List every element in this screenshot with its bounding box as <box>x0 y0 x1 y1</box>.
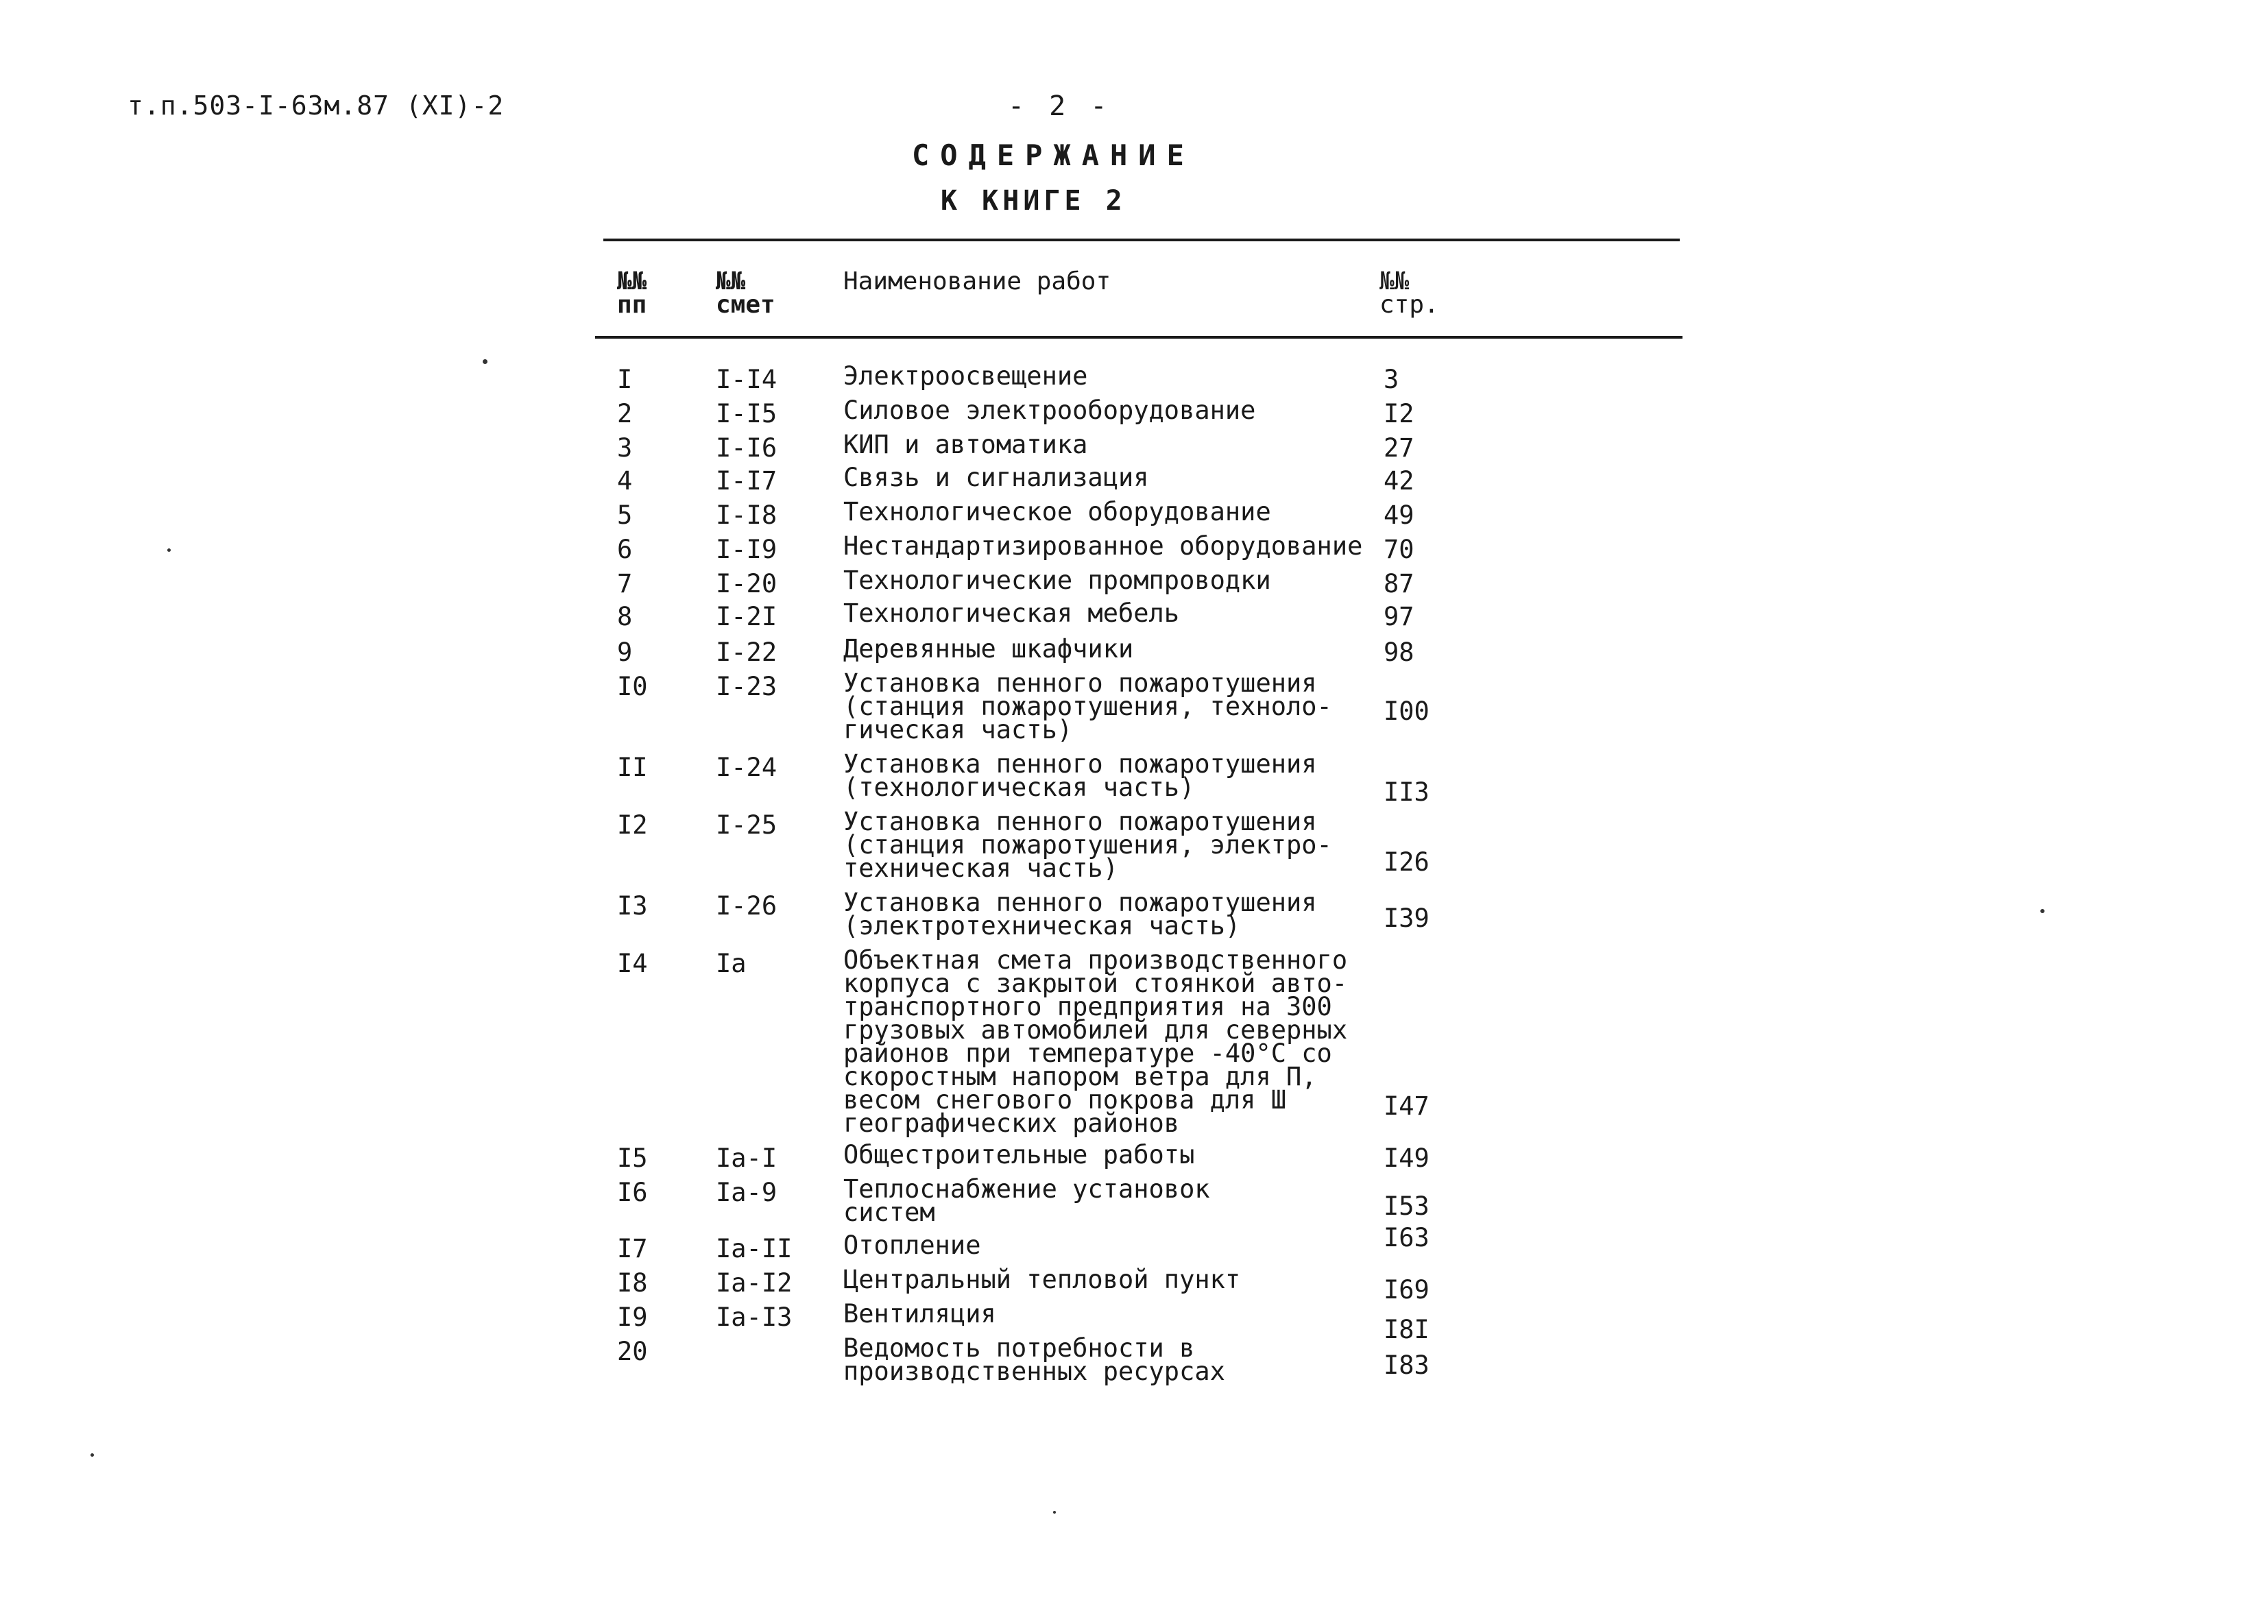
work-name: Отопление <box>843 1231 981 1260</box>
speck <box>167 548 171 552</box>
row-number: 4 <box>617 466 633 496</box>
page-ref: I83 <box>1384 1350 1429 1380</box>
work-name: Установка пенного пожаротушения (электротехническая часть) <box>843 888 1317 941</box>
page-title: СОДЕРЖАНИЕ <box>912 138 1195 172</box>
row-number: I0 <box>617 672 648 701</box>
estimate-number: I-2I <box>716 602 777 631</box>
estimate-number: I-23 <box>716 672 777 701</box>
speck <box>483 359 487 364</box>
row-number: I3 <box>617 891 648 921</box>
work-name: КИП и автоматика <box>843 430 1088 459</box>
row-number: 7 <box>617 569 633 598</box>
page-subtitle: К КНИГЕ 2 <box>941 185 1126 217</box>
page-ref: I39 <box>1384 904 1429 933</box>
work-name: Технологическое оборудование <box>843 497 1271 526</box>
estimate-number: Iа-I <box>716 1143 777 1173</box>
estimate-number: Iа <box>716 949 747 978</box>
page-ref: I8I <box>1384 1315 1429 1344</box>
page-ref: I53 <box>1384 1191 1429 1221</box>
row-number: I5 <box>617 1143 648 1173</box>
page-ref: 3 <box>1384 365 1399 394</box>
work-name: Установка пенного пожаротушения (технологическая часть) <box>843 749 1317 802</box>
work-name: Нестандартизированное оборудование <box>843 531 1363 561</box>
estimate-number: I-I5 <box>716 399 777 428</box>
work-name: Технологическая мебель <box>843 598 1180 628</box>
col-header-num: №№ пп <box>617 267 647 319</box>
page-ref: I47 <box>1384 1091 1429 1121</box>
page-ref: 27 <box>1384 433 1414 463</box>
work-name: Связь и сигнализация <box>843 463 1149 492</box>
row-number: 9 <box>617 638 633 667</box>
work-name: Технологические промпроводки <box>843 566 1271 595</box>
estimate-number: I-25 <box>716 810 777 840</box>
page-ref: I63 <box>1384 1223 1429 1252</box>
work-name: Общестроительные работы <box>843 1140 1195 1169</box>
row-number: I6 <box>617 1178 648 1207</box>
document-code: т.п.503-I-63м.87 (XI)-2 <box>128 90 505 121</box>
row-number: I2 <box>617 810 648 840</box>
work-name: Установка пенного пожаротушения (станция пожаротушения, электро- техническая часть) <box>843 807 1332 883</box>
work-name: Установка пенного пожаротушения (станция пожаротушения, техноло- гическая часть) <box>843 668 1332 744</box>
work-name: Теплоснабжение установок систем <box>843 1174 1210 1227</box>
row-number: I4 <box>617 949 648 978</box>
work-name: Объектная смета производственного корпуса с закрытой стоянкой авто- транспортного предприятия на 300 грузовых автомобилей для северных районов при температуре -40°С со скоростным напором ветра для П, весом снегового покрова для Ш географических районов <box>843 945 1348 1138</box>
page-ref: 98 <box>1384 638 1414 667</box>
speck <box>91 1453 94 1457</box>
row-number: 8 <box>617 602 633 631</box>
estimate-number: Iа-I3 <box>716 1302 793 1332</box>
estimate-number: I-I7 <box>716 466 777 496</box>
page-ref: I69 <box>1384 1275 1429 1305</box>
work-name: Вентиляция <box>843 1299 996 1329</box>
col-header-name: Наименование работ <box>843 267 1111 295</box>
page-ref: I26 <box>1384 847 1429 877</box>
estimate-number: I-I9 <box>716 535 777 564</box>
estimate-number: Iа-II <box>716 1234 793 1263</box>
page-ref: I49 <box>1384 1143 1429 1173</box>
row-number: 3 <box>617 433 633 463</box>
estimate-number: I-I8 <box>716 500 777 530</box>
estimate-number: I-I4 <box>716 365 777 394</box>
work-name: Центральный тепловой пункт <box>843 1265 1241 1294</box>
work-name: Ведомость потребности в производственных ресурсах <box>843 1333 1225 1386</box>
speck <box>2040 909 2044 913</box>
page-ref: I2 <box>1384 399 1414 428</box>
row-number: I8 <box>617 1268 648 1298</box>
table-top-rule <box>603 239 1680 241</box>
page-ref: II3 <box>1384 777 1429 807</box>
estimate-number: I-20 <box>716 569 777 598</box>
page-number: - 2 - <box>1008 90 1111 122</box>
work-name: Электроосвещение <box>843 361 1088 391</box>
work-name: Деревянные шкафчики <box>843 634 1134 664</box>
estimate-number: Iа-9 <box>716 1178 777 1207</box>
estimate-number: Iа-I2 <box>716 1268 793 1298</box>
page-ref: 42 <box>1384 466 1414 496</box>
table-header-rule <box>595 336 1682 339</box>
row-number: I7 <box>617 1234 648 1263</box>
estimate-number: I-24 <box>716 753 777 782</box>
row-number: I9 <box>617 1302 648 1332</box>
page-ref: 97 <box>1384 602 1414 631</box>
row-number: 20 <box>617 1337 648 1366</box>
row-number: II <box>617 753 648 782</box>
row-number: 2 <box>617 399 633 428</box>
page-ref: I00 <box>1384 696 1429 726</box>
col-header-page: №№ стр. <box>1379 267 1439 319</box>
page-ref: 49 <box>1384 500 1414 530</box>
page-ref: 87 <box>1384 569 1414 598</box>
estimate-number: I-22 <box>716 638 777 667</box>
row-number: I <box>617 365 633 394</box>
speck <box>1053 1511 1056 1514</box>
work-name: Силовое электрооборудование <box>843 396 1256 425</box>
col-header-estimate: №№ смет <box>716 267 775 319</box>
estimate-number: I-I6 <box>716 433 777 463</box>
page-ref: 70 <box>1384 535 1414 564</box>
estimate-number: I-26 <box>716 891 777 921</box>
row-number: 5 <box>617 500 633 530</box>
row-number: 6 <box>617 535 633 564</box>
